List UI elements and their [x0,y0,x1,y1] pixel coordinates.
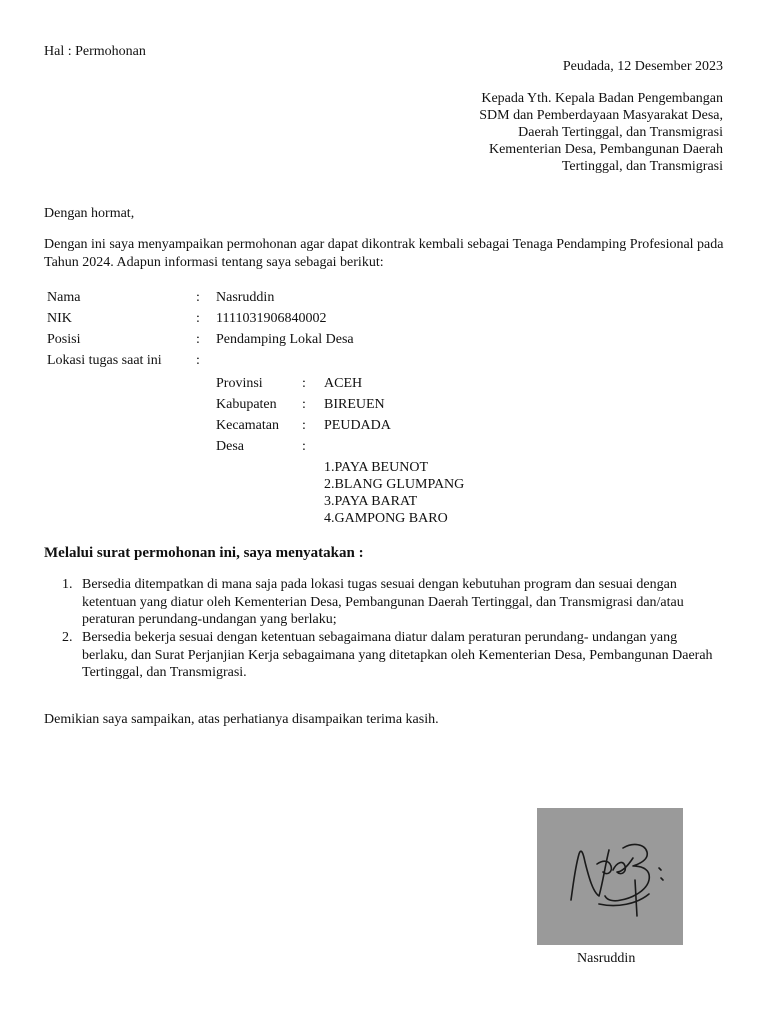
nama-value: Nasruddin [216,290,275,305]
colon: : [302,397,306,412]
handwritten-signature [537,808,683,945]
statement-text: Bersedia bekerja sesuai dengan ketentuan sebagaimana diatur dalam peraturan perundang- undangan yang berlaku, dan Surat Perjanjian Kerja sebagaimana yang ditetapkan oleh Kementerian Desa, Pembangunan Daerah Tertinggal, dan Transmigrasi. [82,630,713,680]
kecamatan-label: Kecamatan [216,418,279,433]
intro-paragraph: Dengan ini saya menyampaikan permohonan agar dapat dikontrak kembali sebagai Tenaga Pendamping Profesional pada Tahun 2024. Adapun informasi tentang saya sebagai berikut: [44,237,724,270]
statement-number: 1. [62,577,73,592]
desa-label: Desa [216,439,244,454]
lokasi-label: Lokasi tugas saat ini [47,353,162,368]
recipient-line: Tertinggal, dan Transmigrasi [561,159,723,174]
provinsi-label: Provinsi [216,376,263,391]
desa-item: 3.PAYA BARAT [324,494,418,509]
statement-number: 2. [62,630,73,645]
statement-item [62,576,722,629]
nik-label: NIK [47,311,72,326]
provinsi-value: ACEH [324,376,363,391]
recipient-line: Kepada Yth. Kepala Badan Pengembangan [481,91,723,106]
statement-item [62,629,722,682]
desa-item: 2.BLANG GLUMPANG [324,477,465,492]
place-date: Peudada, 12 Desember 2023 [562,59,723,74]
colon: : [302,418,306,433]
colon: : [196,332,200,347]
colon: : [196,353,200,368]
recipient-line: SDM dan Pemberdayaan Masyarakat Desa, [479,108,723,123]
kecamatan-value: PEUDADA [324,418,391,433]
kabupaten-label: Kabupaten [216,397,277,412]
statement-text: Bersedia ditempatkan di mana saja pada lokasi tugas sesuai dengan kebutuhan program dan sesuai dengan ketentuan yang diatur oleh Kementerian Desa, Pembangunan Daerah Tertinggal, dan Transmigrasi dan/atau peraturan perundang-undangan yang berlaku; [82,577,684,627]
nama-label: Nama [47,290,81,305]
statement-heading: Melalui surat permohonan ini, saya menyatakan : [44,545,364,561]
recipient-line: Kementerian Desa, Pembangunan Daerah [488,142,723,157]
closing-sentence: Demikian saya sampaikan, atas perhatianya disampaikan terima kasih. [44,712,439,727]
signature-name: Nasruddin [577,951,636,966]
greeting: Dengan hormat, [44,206,135,221]
posisi-value: Pendamping Lokal Desa [216,332,354,347]
colon: : [302,376,306,391]
colon: : [196,311,200,326]
desa-item: 1.PAYA BEUNOT [324,460,428,475]
kabupaten-value: BIREUEN [324,397,385,412]
nik-value: 1111031906840002 [216,311,327,326]
desa-item: 4.GAMPONG BARO [324,511,448,526]
signature-image [537,808,683,945]
posisi-label: Posisi [47,332,81,347]
colon: : [196,290,200,305]
subject-line: Hal : Permohonan [44,44,146,59]
colon: : [302,439,306,454]
recipient-line: Daerah Tertinggal, dan Transmigrasi [518,125,723,140]
